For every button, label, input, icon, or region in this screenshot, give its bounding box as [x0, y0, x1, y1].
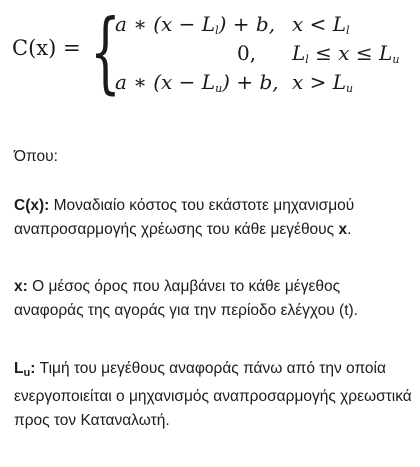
where-label: Όπου:: [14, 148, 58, 165]
formula-lhs: C(x) =: [12, 36, 81, 60]
formula-brace: {: [90, 0, 121, 103]
term-cx: C(x):: [14, 197, 50, 214]
case-2-condition: $L_l \le x \le L_u$: [292, 41, 400, 66]
case-2-expression: 0,: [237, 41, 257, 65]
term-x: x:: [14, 278, 28, 295]
case-3-expression: a ∗ $(x - L_u) + b$,: [115, 70, 279, 95]
case-1-expression: a ∗ $(x - L_l) + b$,: [115, 12, 276, 37]
definition-lu: $L_u$: Τιμή του μεγέθους αναφοράς πάνω από την οποία ενεργοποιείται ο μηχανισμός αναπροσαρμογής χρεωστικά προς τον Καταναλωτή.: [14, 360, 412, 429]
term-lu: $L_u$:: [14, 360, 36, 379]
case-3-condition: $x > L_u$: [292, 70, 354, 95]
definition-cx: C(x): Μοναδιαίο κόστος του εκάστοτε μηχανισμού αναπροσαρμογής χρέωσης του κάθε μεγέθους x.: [14, 197, 355, 238]
case-1-condition: $x < L_l$: [292, 12, 350, 37]
definition-x: x: Ο μέσος όρος που λαμβάνει το κάθε μέγεθος αναφοράς της αγοράς για την περίοδο ελέγχου (t).: [14, 278, 358, 319]
piecewise-formula: [12, 0, 412, 103]
